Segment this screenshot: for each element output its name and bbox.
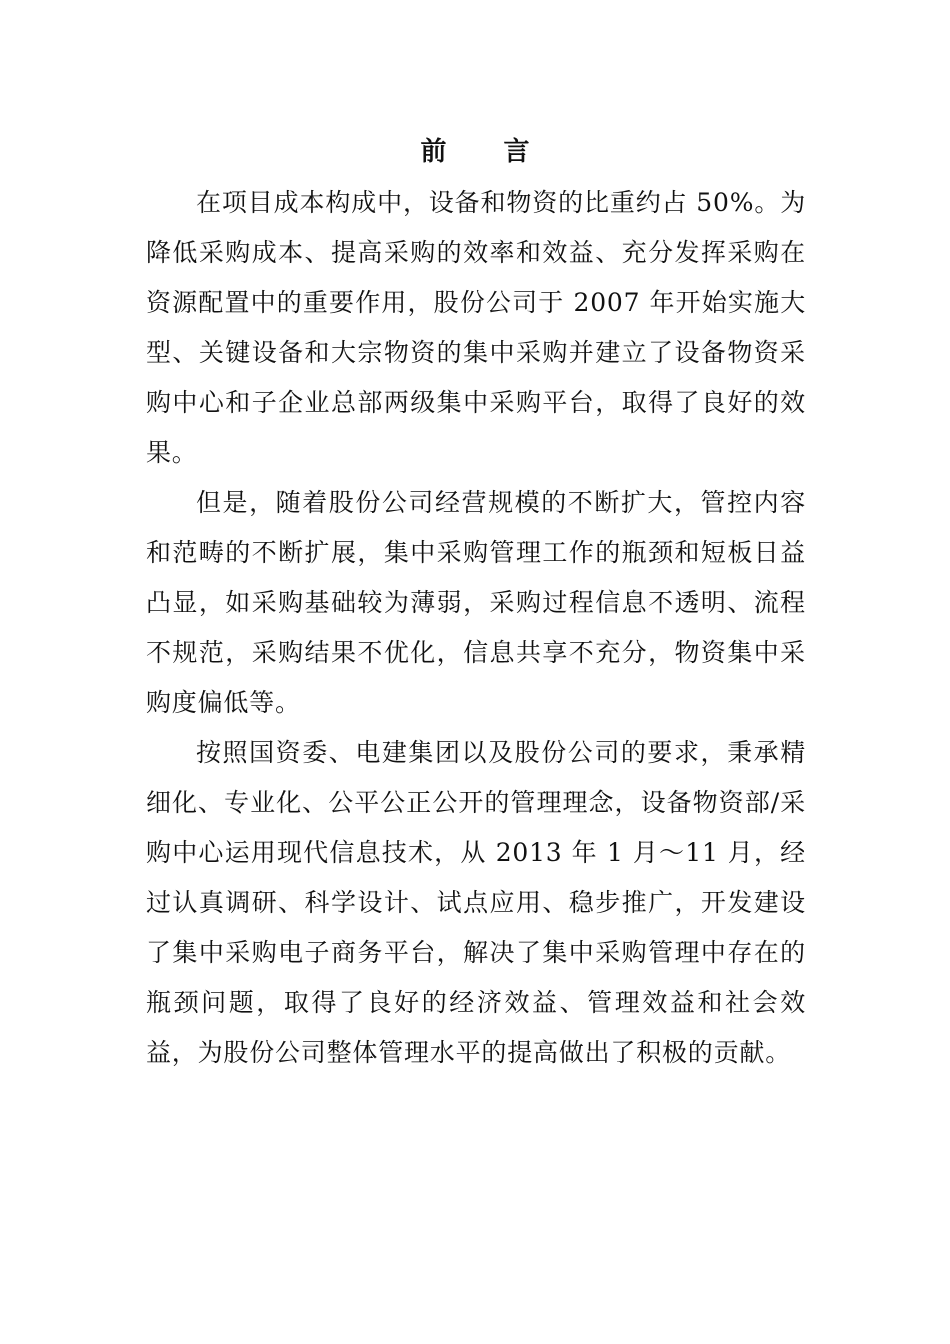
paragraph-1: 在项目成本构成中，设备和物资的比重约占 50%。为降低采购成本、提高采购的效率和效益、充分发挥采购在资源配置中的重要作用，股份公司于 2007 年开始实施大型、关键设备和大宗物资的集中采购并建立了设备物资采购中心和子企业总部两级集中采购平台，取得了良好的效果。 [146,188,806,467]
document-body [146,178,806,1078]
paragraph-2: 但是，随着股份公司经营规模的不断扩大，管控内容和范畴的不断扩展，集中采购管理工作的瓶颈和短板日益凸显，如采购基础较为薄弱，采购过程信息不透明、流程不规范，采购结果不优化，信息共享不充分，物资集中采购度偏低等。 [146,488,806,717]
page-title: 前 言 [420,137,554,167]
paragraph-3: 按照国资委、电建集团以及股份公司的要求，秉承精细化、专业化、公平公正公开的管理理念，设备物资部/采购中心运用现代信息技术，从 2013 年 1 月～11 月，经过认真调研、科学设计、试点应用、稳步推广，开发建设了集中采购电子商务平台，解决了集中采购管理中存在的瓶颈问题，取得了良好的经济效益、管理效益和社会效益，为股份公司整体管理水平的提高做出了积极的贡献。 [146,738,806,1067]
